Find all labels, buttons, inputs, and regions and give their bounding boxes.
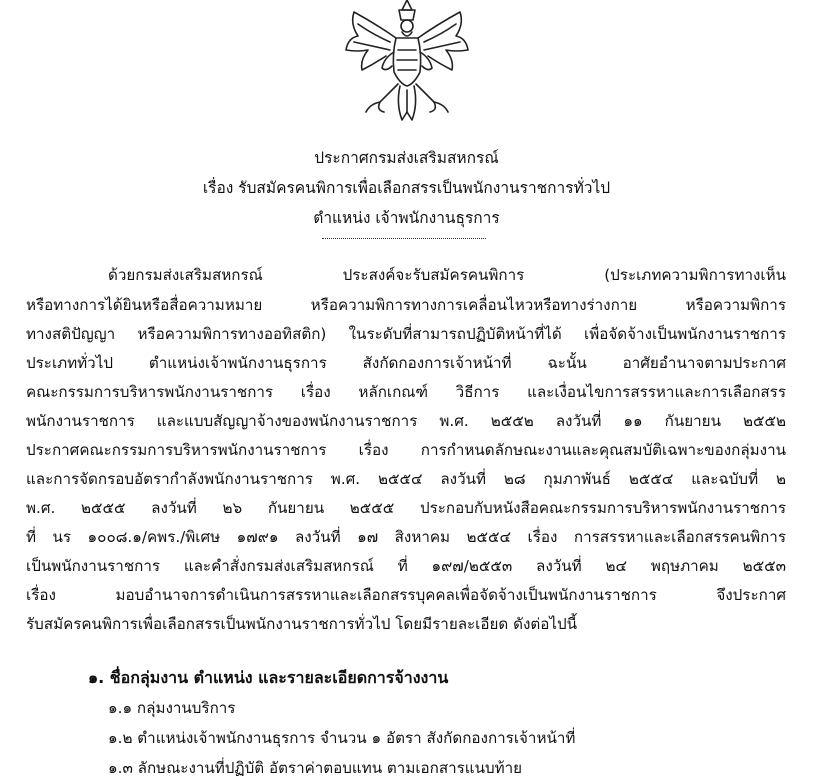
body-line: และการจัดกรอบอัตรากำลังพนักงานราชการ พ.ศ. ๒๕๕๔ ลงวันที่ ๒๘ กุมภาพันธ์ ๒๕๕๔ และฉบับที่ ๒ (26, 470, 786, 488)
section-item: ๑.๑ กลุ่มงานบริการ (108, 699, 236, 717)
body-line: ประเภททั่วไป ตำแหน่งเจ้าพนักงานธุรการ สังกัดกองการเจ้าหน้าที่ ฉะนั้น อาศัยอำนาจตามประกาศ (26, 354, 786, 372)
body-line: ที่ นร ๑๐๐๘.๑/คพร./พิเศษ ๑๗๙๑ ลงวันที่ ๑๗ สิงหาคม ๒๕๕๔ เรื่อง การสรรหาและเลือกสรรคนพิการ (26, 528, 786, 546)
body-line: รับสมัครคนพิการเพื่อเลือกสรรเป็นพนักงานราชการทั่วไป โดยมีรายละเอียด ดังต่อไปนี้ (26, 615, 578, 633)
body-line: พ.ศ. ๒๕๕๕ ลงวันที่ ๒๖ กันยายน ๒๕๕๕ ประกอบกับหนังสือคณะกรรมการบริหารพนักงานราชการ (26, 499, 786, 517)
section-heading: ๑. ชื่อกลุ่มงาน ตำแหน่ง และรายละเอียดการจ้างงาน (88, 668, 449, 687)
body-line: ประกาศคณะกรรมการบริหารพนักงานราชการ เรื่อง การกำหนดลักษณะงานและคุณสมบัติเฉพาะของกลุ่มงาน (26, 441, 786, 459)
body-line: ด้วยกรมส่งเสริมสหกรณ์ ประสงค์จะรับสมัครคนพิการ (ประเภทความพิการทางเห็น (108, 266, 786, 284)
announcement-subject: เรื่อง รับสมัครคนพิการเพื่อเลือกสรรเป็นพนักงานราชการทั่วไป (202, 179, 611, 197)
body-line: พนักงานราชการ และแบบสัญญาจ้างของพนักงานราชการ พ.ศ. ๒๕๕๒ ลงวันที่ ๑๑ กันยายน ๒๕๕๒ (26, 412, 786, 430)
announcement-position: ตำแหน่ง เจ้าพนักงานธุรการ (313, 209, 500, 227)
body-line: เรื่อง มอบอำนาจการดำเนินการสรรหาและเลือกสรรบุคคลเพื่อจัดจ้างเป็นพนักงานราชการ จึงประกาศ (26, 586, 786, 604)
garuda-emblem-icon (336, 0, 478, 126)
body-line: เป็นพนักงานราชการ และคำสั่งกรมส่งเสริมสหกรณ์ ที่ ๑๙๗/๒๕๕๓ ลงวันที่ ๒๔ พฤษภาคม ๒๕๕๓ (26, 557, 786, 575)
header-divider (322, 238, 486, 239)
section-item: ๑.๒ ตำแหน่งเจ้าพนักงานธุรการ จำนวน ๑ อัตรา สังกัดกองการเจ้าหน้าที่ (108, 729, 576, 747)
body-line: หรือทางการได้ยินหรือสื่อความหมาย หรือความพิการทางการเคลื่อนไหวหรือทางร่างกาย หรือความพิการ (26, 296, 786, 314)
body-line: ทางสติปัญญา หรือความพิการทางออทิสติก) ในระดับที่สามารถปฏิบัติหน้าที่ได้ เพื่อจัดจ้างเป็นพนักงานราชการ (26, 325, 786, 343)
announcement-issuer: ประกาศกรมส่งเสริมสหกรณ์ (314, 149, 499, 167)
body-line: คณะกรรมการบริหารพนักงานราชการ เรื่อง หลักเกณฑ์ วิธีการ และเงื่อนไขการสรรหาและการเลือกสรร (26, 383, 786, 401)
section-item: ๑.๓ ลักษณะงานที่ปฏิบัติ อัตราค่าตอบแทน ตามเอกสารแนบท้าย (108, 759, 523, 777)
